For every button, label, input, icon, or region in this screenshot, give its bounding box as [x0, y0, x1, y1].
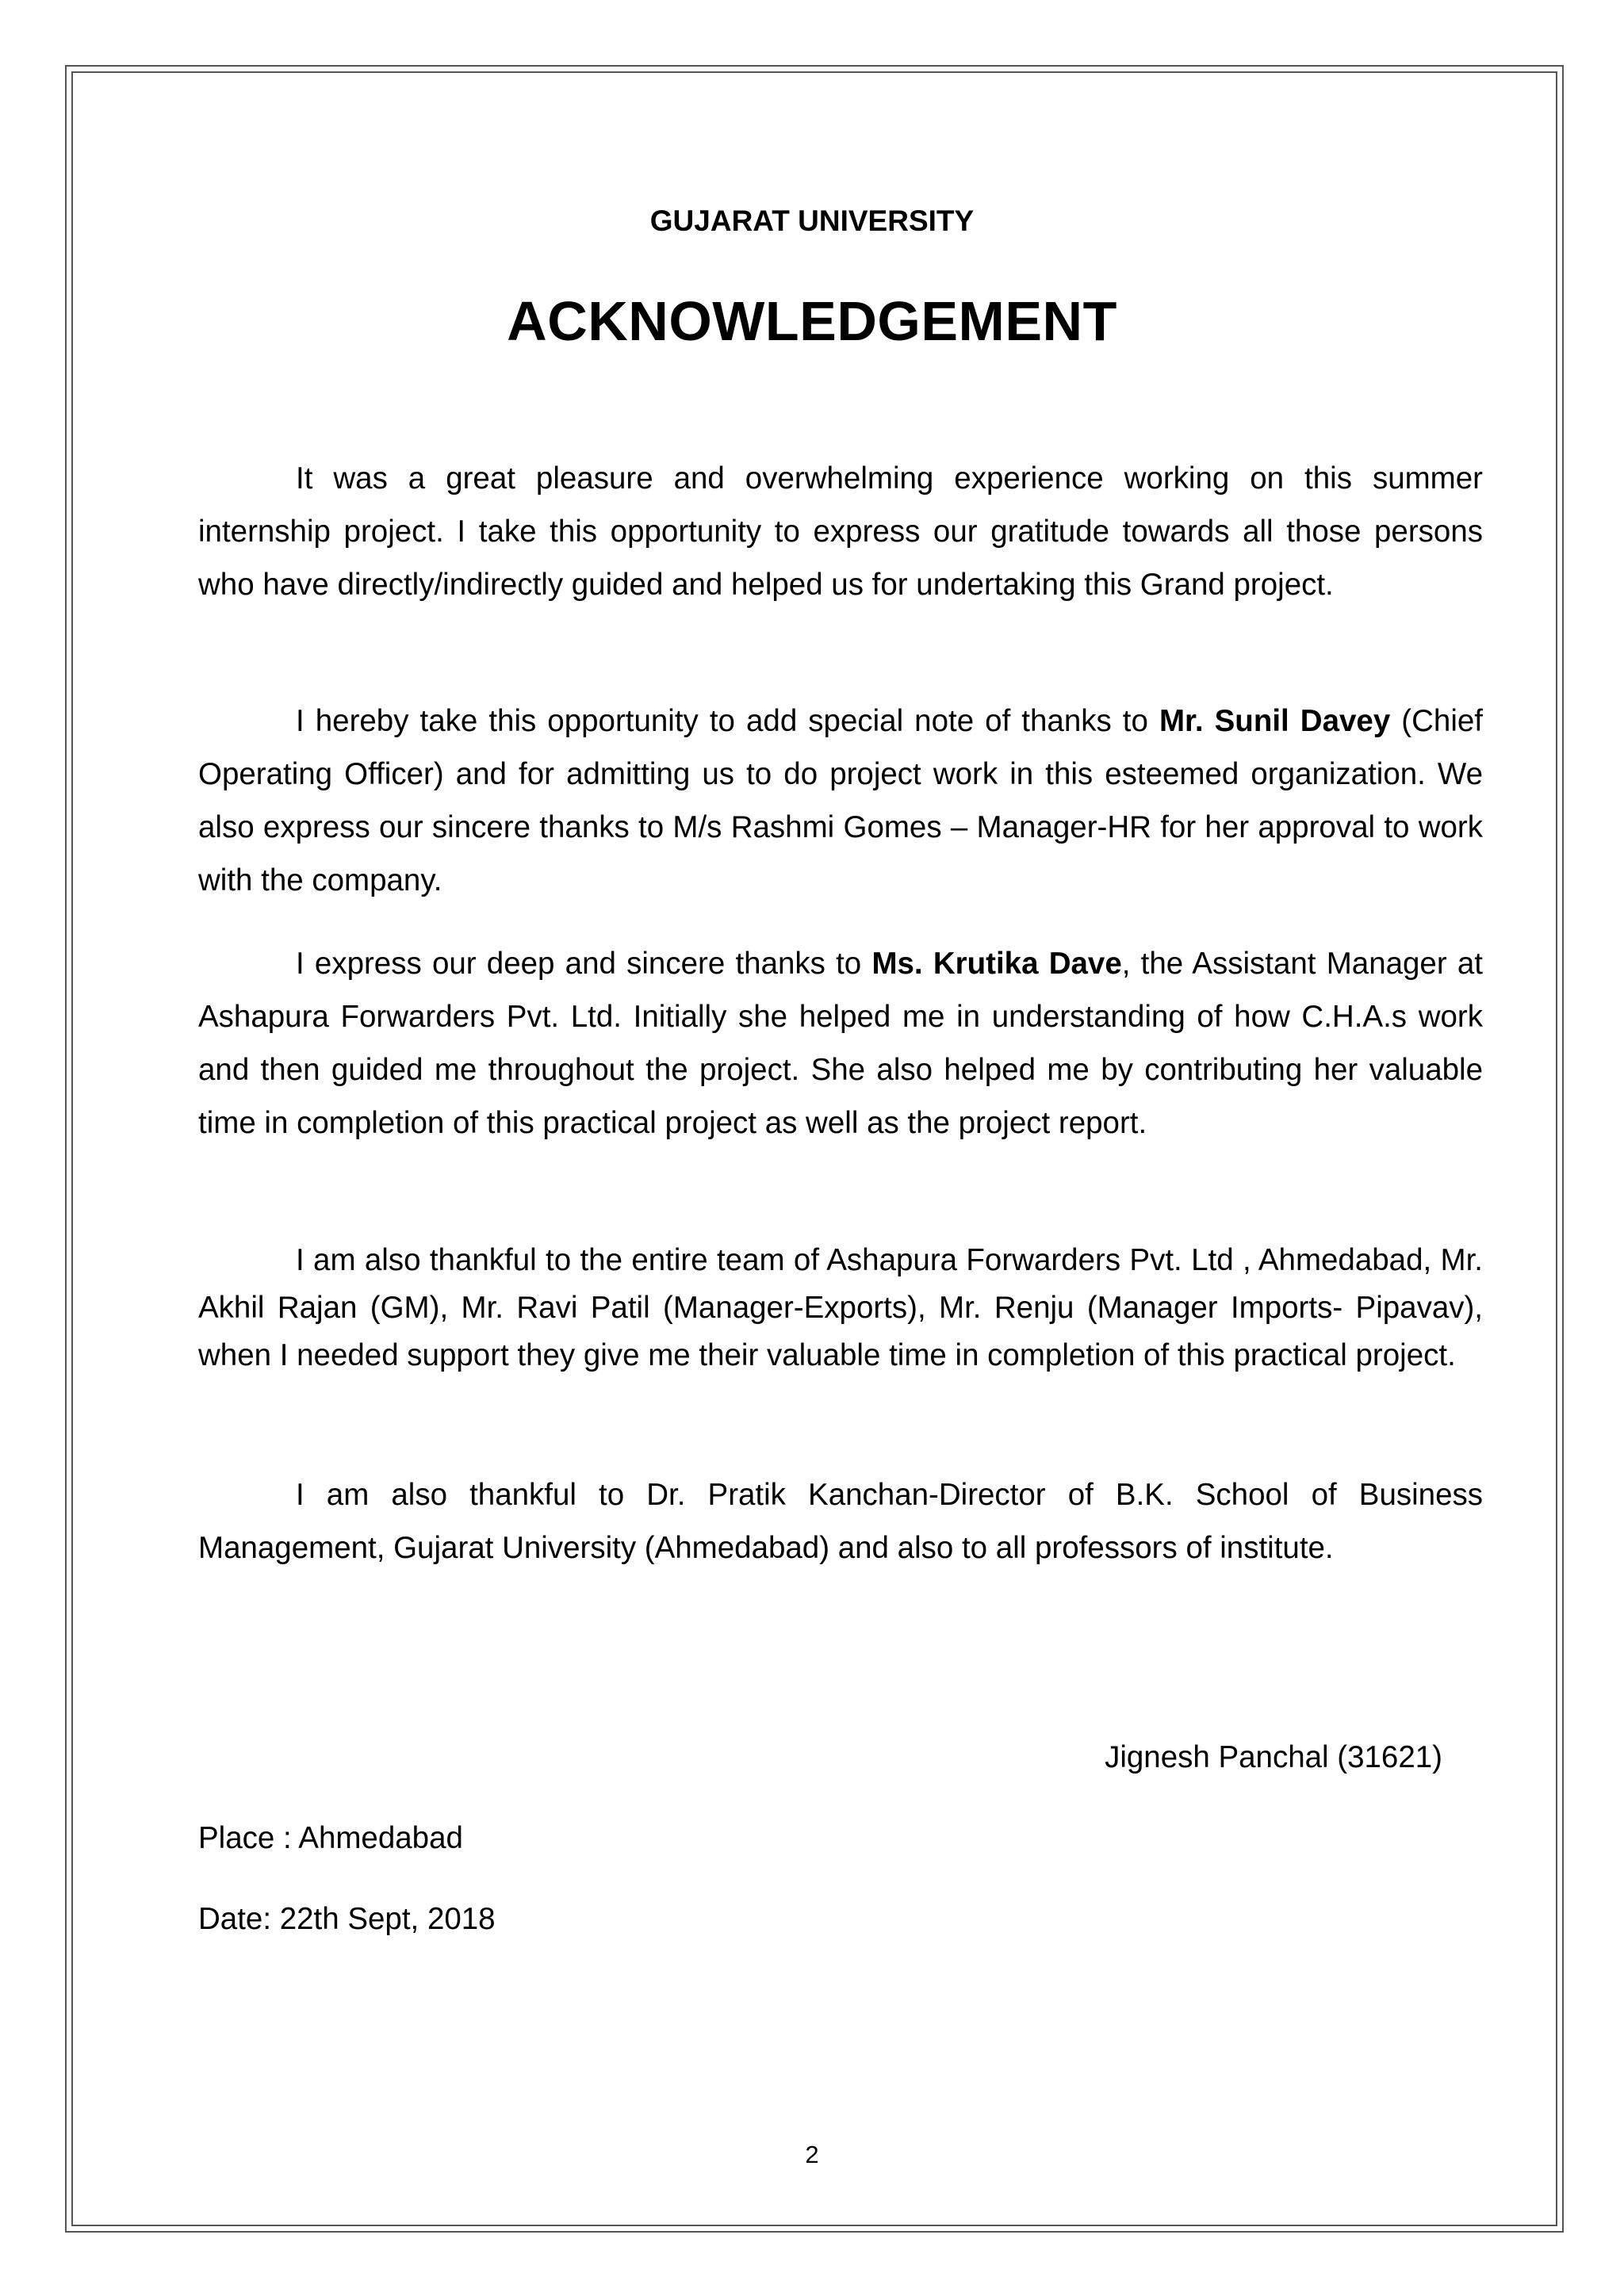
page-title: ACKNOWLEDGEMENT: [507, 290, 1117, 352]
name-sunil-davey: Mr. Sunil Davey: [1159, 704, 1391, 738]
paragraph-1: It was a great pleasure and overwhelming experience working on this summer internship project. I take this opportunity to express our gratitude towards all those persons who have directly/indirectly guided and helped us for undertaking this Grand project.: [198, 461, 1483, 602]
paragraph-3: [198, 937, 1483, 1150]
page-number: 2: [805, 2141, 819, 2168]
paragraph-5: I am also thankful to Dr. Pratik Kanchan-Director of B.K. School of Business Management, Gujarat University (Ahmedabad) and also to all professors of institute.: [198, 1478, 1483, 1565]
university-name: GUJARAT UNIVERSITY: [649, 205, 975, 237]
place-line: Place : Ahmedabad: [198, 1821, 463, 1855]
date-line: Date: 22th Sept, 2018: [198, 1902, 496, 1936]
signature-name: Jignesh Panchal (31621): [1105, 1740, 1442, 1774]
paragraph-3-text-end: , the Assistant Manager at Ashapura Forwarders Pvt. Ltd. Initially she helped me in understanding of how C.H.A.s work and then guided me throughout the project. She also helped me by contributing her valuable time in completion of this practical project as well as the project report.: [198, 947, 1483, 1140]
paragraph-4: I am also thankful to the entire team of Ashapura Forwarders Pvt. Ltd , Ahmedabad, Mr. Akhil Rajan (GM), Mr. Ravi Patil (Manager-Exports), Mr. Renju (Manager Imports- Pipavav), when I needed support they give me their valuable time in completion of this practical project.: [198, 1243, 1483, 1372]
paragraph-3-text-start: I express our deep and sincere thanks to: [296, 947, 872, 981]
name-krutika-dave: Ms. Krutika Dave: [871, 947, 1122, 981]
paragraph-2-text-end: (Chief Operating Officer) and for admitting us to do project work in this esteemed organization. We also express our sincere thanks to M/s Rashmi Gomes – Manager-HR for her approval to work with the company.: [198, 704, 1483, 897]
paragraph-2: [198, 695, 1483, 907]
paragraph-2-text-start: I hereby take this opportunity to add special note of thanks to: [296, 704, 1159, 738]
